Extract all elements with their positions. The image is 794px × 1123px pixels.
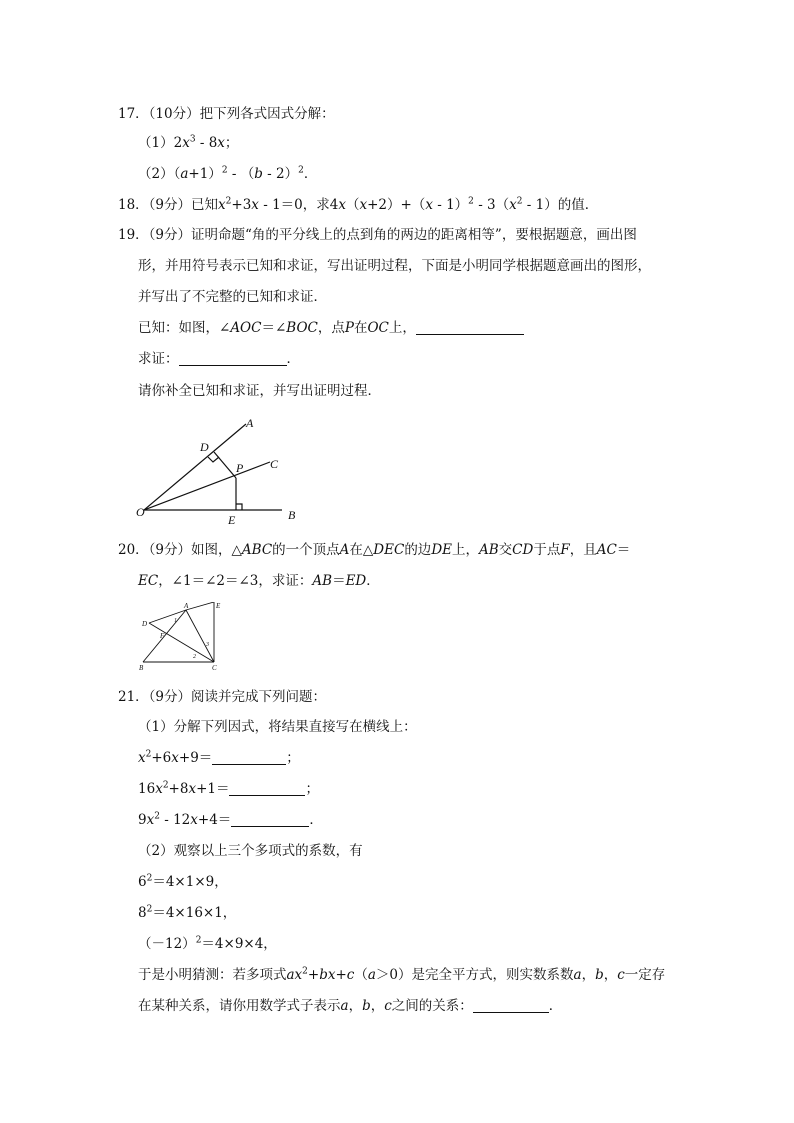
ray-oa — [144, 424, 246, 510]
label-a: A — [246, 416, 254, 430]
q21-obs3: $(-12)^2=4\times 9\times 4$， — [138, 935, 277, 952]
q19-line2: 形，并用符号表示已知和求证，写出证明过程，下面是小明同学根据题意画出的图形， — [138, 258, 651, 274]
q19-prove: 求证： ． — [138, 351, 300, 367]
label-b: B — [288, 508, 296, 522]
q17-part2: $(2)(a+1)^2 - (b - 2)^2$． — [138, 165, 318, 182]
angle-1: 1 — [174, 618, 177, 624]
q21-heading: 21．（9分）阅读并完成下列问题： — [118, 689, 327, 705]
label-c: C — [270, 457, 279, 471]
segment-pd — [214, 452, 236, 478]
q18-text: 18．（9分）已知$x^2+3x - 1=0$，求$4x(x+2)+(x - 1)^2 - 3(x^2 - 1)$的值． — [118, 196, 599, 213]
label-d: D — [200, 440, 209, 454]
q17-heading: 17．（10分）把下列各式因式分解： — [118, 106, 335, 122]
segment-ae — [186, 602, 214, 610]
given-answer-blank[interactable] — [416, 320, 524, 335]
expr2-answer-blank[interactable] — [229, 781, 305, 796]
right-angle-mark-d — [208, 457, 219, 462]
q21-obs2: $8^2=4\times 16\times 1$， — [138, 904, 237, 921]
label-d: D — [142, 620, 148, 628]
q21-guess-line1: 于是小明猜测：若多项式$ax^2+bx+c(a>0)$是完全平方式，则实数系数a，b，c一定存 — [138, 966, 666, 983]
angle-3: 3 — [206, 642, 209, 648]
prove-answer-blank[interactable] — [179, 351, 287, 366]
q21-part1: （1）分解下列因式，将结果直接写在横线上： — [138, 719, 417, 735]
label-e: E — [216, 602, 221, 610]
angle-2: 2 — [193, 654, 196, 660]
label-a: A — [184, 602, 189, 610]
relation-answer-blank[interactable] — [473, 998, 549, 1013]
label-f: F — [160, 632, 165, 640]
q20-line1: 20．（9分）如图，△ABC的一个顶点A在△DEC的边DE上，AB交CD于点F，且AC＝ — [118, 542, 631, 558]
q21-obs1: $6^2=4\times 1\times 9$， — [138, 873, 228, 890]
q21-expr1: $x^2+6x+9=$ ； — [138, 749, 300, 766]
q17-part1: $(1)2x^3 - 8x$； — [138, 134, 239, 151]
ray-oc — [144, 462, 270, 510]
q19-angle-bisector-figure — [130, 410, 310, 530]
q20-triangle-figure — [138, 602, 228, 672]
q21-part2: （2）观察以上三个多项式的系数，有 — [138, 843, 363, 859]
q21-expr3: $9x^2 - 12x+4=$ ． — [138, 811, 323, 828]
q20-line2: EC，∠1＝∠2＝∠3，求证：AB＝ED． — [138, 573, 380, 589]
q21-guess-line2: 在某种关系，请你用数学式子表示a，b，c之间的关系： ． — [138, 998, 563, 1014]
q19-line3: 并写出了不完整的已知和求证． — [138, 289, 327, 305]
label-b: B — [139, 664, 144, 672]
label-e: E — [228, 513, 236, 527]
q19-given: 已知：如图，∠AOC＝∠BOC，点P在OC上， — [138, 318, 524, 338]
segment-ac — [186, 610, 214, 662]
right-angle-mark-e — [236, 504, 242, 510]
label-c: C — [212, 664, 217, 672]
label-o: O — [136, 505, 145, 519]
q21-expr2: $16x^2+8x+1=$ ； — [138, 780, 319, 797]
q19-line1: 19．（9分）证明命题“角的平分线上的点到角的两边的距离相等”，要根据题意，画出图 — [118, 227, 637, 243]
label-p: P — [236, 461, 244, 475]
expr3-answer-blank[interactable] — [231, 812, 309, 827]
expr1-answer-blank[interactable] — [212, 750, 286, 765]
q19-instruction: 请你补全已知和求证，并写出证明过程． — [138, 383, 381, 399]
